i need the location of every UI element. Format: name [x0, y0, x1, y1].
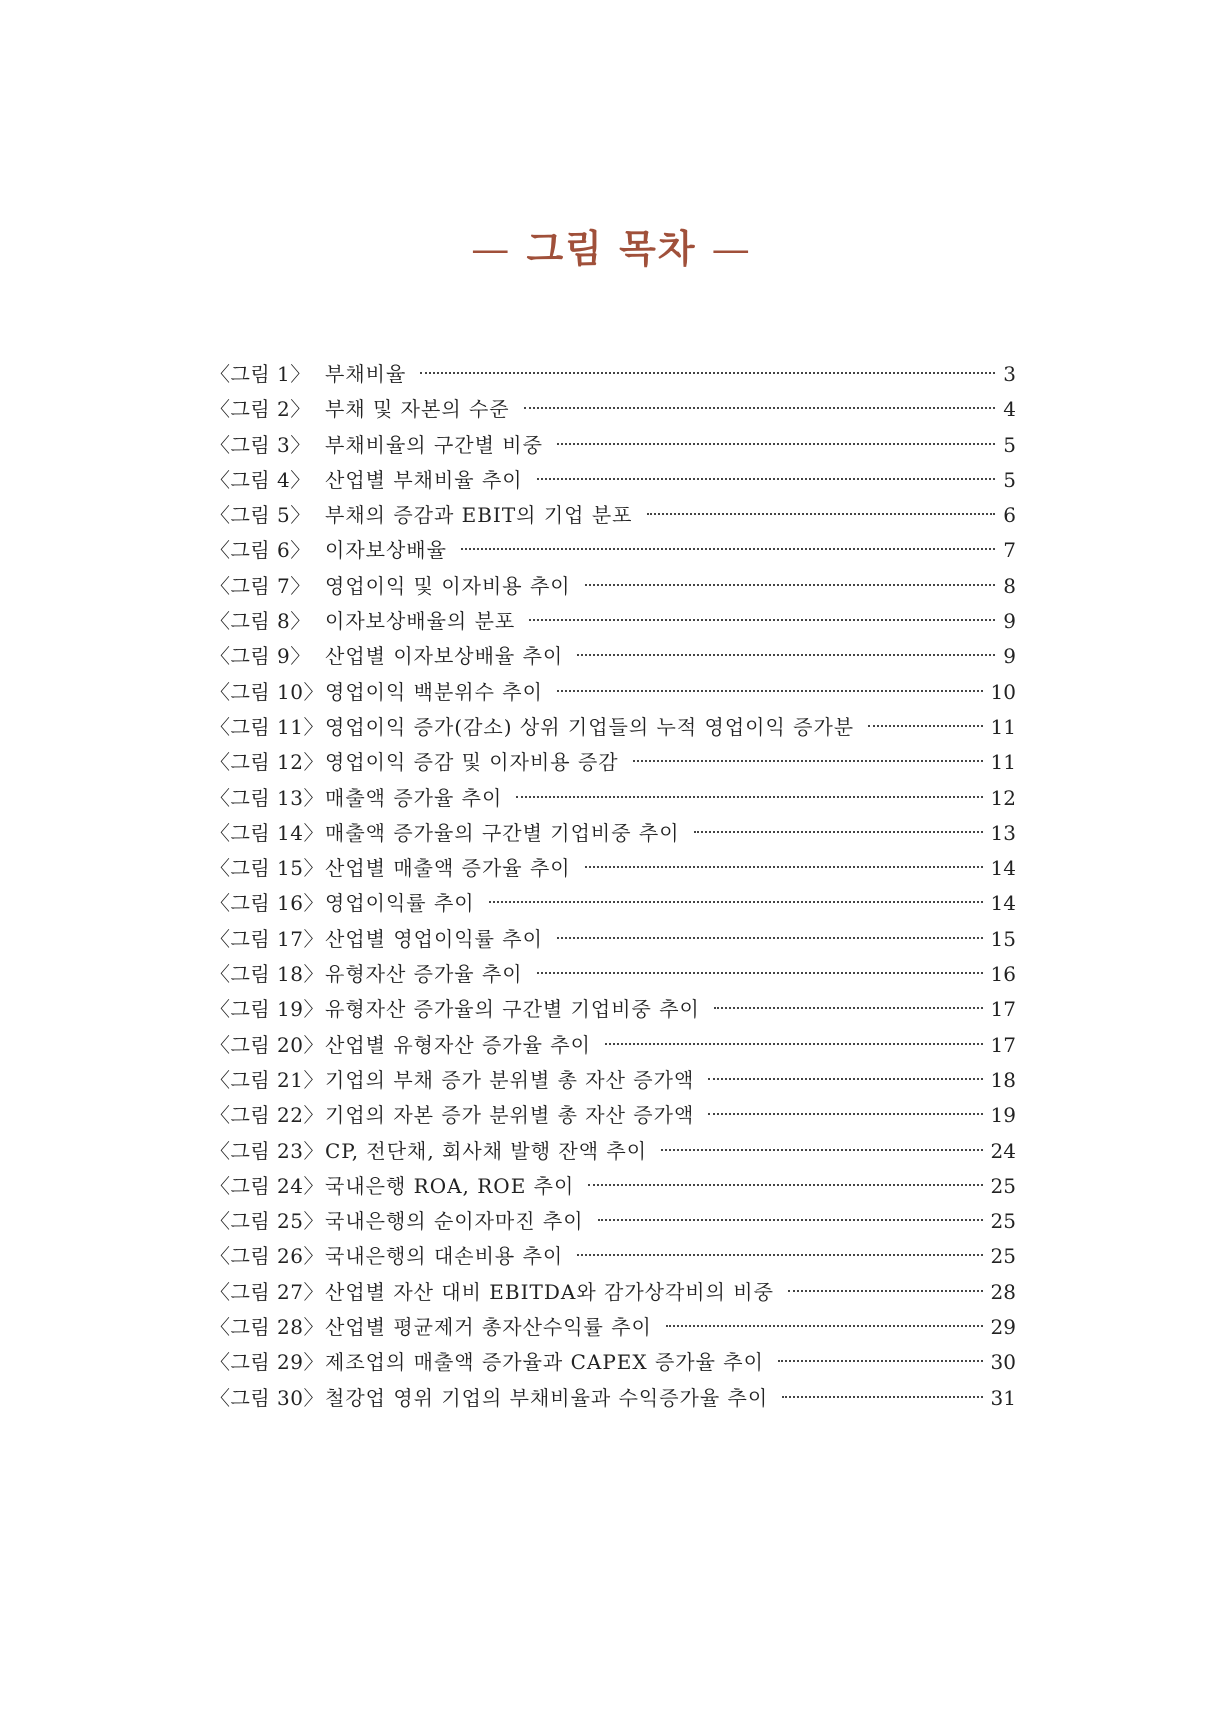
dot-leader — [524, 407, 996, 409]
figure-title: 기업의 자본 증가 분위별 총 자산 증가액 — [325, 1103, 695, 1128]
figure-title: 영업이익 및 이자비용 추이 — [325, 573, 571, 598]
figure-label: 〈그림 8〉 — [210, 609, 311, 634]
title-text: 그림 목차 — [526, 226, 697, 271]
page-number: 13 — [990, 820, 1016, 845]
figure-label: 〈그림 24〉 — [210, 1173, 324, 1198]
figure-title: 국내은행 ROA, ROE 추이 — [325, 1173, 575, 1198]
dot-leader — [557, 443, 995, 445]
figure-label: 〈그림 10〉 — [210, 679, 324, 704]
toc-entry[interactable] — [210, 357, 1016, 392]
toc-entry[interactable] — [210, 851, 1016, 886]
figure-title: 영업이익률 추이 — [325, 891, 475, 916]
page-number: 9 — [1003, 644, 1016, 669]
toc-entry[interactable] — [210, 886, 1016, 921]
page-number: 9 — [1003, 609, 1016, 634]
toc-entry[interactable] — [210, 1028, 1016, 1063]
toc-entry[interactable] — [210, 604, 1016, 639]
figure-title: 부채비율의 구간별 비중 — [325, 432, 543, 457]
toc-entry[interactable] — [210, 1239, 1016, 1274]
figure-title: 부채비율 — [325, 362, 407, 386]
dot-leader — [557, 937, 983, 939]
figure-label: 〈그림 2〉 — [210, 397, 311, 422]
toc-entry[interactable] — [210, 992, 1016, 1027]
page-number: 19 — [990, 1103, 1016, 1128]
figure-title: 국내은행의 대손비용 추이 — [325, 1244, 564, 1269]
page-number: 5 — [1003, 467, 1016, 492]
figure-title: 유형자산 증가율 추이 — [325, 962, 523, 987]
dot-leader — [661, 1149, 982, 1151]
figure-title: 기업의 부채 증가 분위별 총 자산 증가액 — [325, 1067, 695, 1092]
dot-leader — [537, 972, 983, 974]
page-number: 17 — [990, 997, 1016, 1022]
figure-title: 산업별 매출액 증가율 추이 — [325, 856, 571, 881]
toc-entry[interactable] — [210, 710, 1016, 745]
page-number: 25 — [990, 1173, 1016, 1198]
dot-leader — [666, 1325, 983, 1327]
page-number: 11 — [990, 750, 1016, 775]
title-dash-right: — — [711, 227, 752, 271]
toc-entry[interactable] — [210, 816, 1016, 851]
figure-label: 〈그림 13〉 — [210, 785, 324, 810]
dot-leader — [557, 690, 983, 692]
page-number: 15 — [990, 926, 1016, 951]
figure-label: 〈그림 30〉 — [210, 1385, 324, 1410]
page-number: 31 — [990, 1385, 1016, 1410]
figure-title: 산업별 평균제거 총자산수익률 추이 — [325, 1315, 652, 1340]
figure-title: 철강업 영위 기업의 부채비율과 수익증가율 추이 — [325, 1385, 769, 1410]
dot-leader — [585, 866, 983, 868]
dot-leader — [708, 1113, 982, 1115]
figure-label: 〈그림 25〉 — [210, 1209, 324, 1234]
figure-label: 〈그림 3〉 — [210, 432, 311, 457]
dot-leader — [577, 1254, 982, 1256]
page-number: 14 — [990, 891, 1016, 916]
page-number: 18 — [990, 1067, 1016, 1092]
figure-title: 영업이익 백분위수 추이 — [325, 679, 543, 704]
dot-leader — [588, 1184, 982, 1186]
dot-leader — [529, 619, 995, 621]
page-number: 10 — [990, 679, 1016, 704]
dot-leader — [782, 1396, 982, 1398]
toc-entry[interactable] — [210, 1098, 1016, 1133]
figure-title: 부채의 증감과 EBIT의 기업 분포 — [325, 503, 633, 528]
page-number: 8 — [1003, 573, 1016, 598]
figure-title: 매출액 증가율 추이 — [325, 785, 503, 810]
page-number: 17 — [990, 1032, 1016, 1057]
figure-title: 영업이익 증가(감소) 상위 기업들의 누적 영업이익 증가분 — [325, 714, 855, 739]
toc-entry[interactable] — [210, 1169, 1016, 1204]
page-number: 12 — [990, 785, 1016, 810]
page-number: 29 — [990, 1315, 1016, 1340]
dot-leader — [577, 654, 995, 656]
page-number: 11 — [990, 714, 1016, 739]
page-number: 3 — [1003, 362, 1016, 386]
dot-leader — [788, 1290, 983, 1292]
title-dash-left: — — [471, 227, 512, 271]
figure-label: 〈그림 4〉 — [210, 467, 311, 492]
toc-entry[interactable] — [210, 463, 1016, 498]
page-number: 30 — [990, 1350, 1016, 1375]
figure-label: 〈그림 29〉 — [210, 1350, 324, 1375]
figure-title: 산업별 자산 대비 EBITDA와 감가상각비의 비중 — [325, 1279, 774, 1304]
figure-title: 이자보상배율 — [325, 538, 447, 563]
page-number: 5 — [1003, 432, 1016, 457]
dot-leader — [420, 372, 995, 374]
toc-entry[interactable] — [210, 392, 1016, 427]
dot-leader — [708, 1078, 982, 1080]
figure-label: 〈그림 14〉 — [210, 820, 324, 845]
figure-title: 국내은행의 순이자마진 추이 — [325, 1209, 584, 1234]
toc-entry[interactable] — [210, 1310, 1016, 1345]
toc-entry[interactable] — [210, 1381, 1016, 1416]
figure-title: 산업별 영업이익률 추이 — [325, 926, 543, 951]
toc-entry[interactable] — [210, 1204, 1016, 1239]
page-number: 24 — [990, 1138, 1016, 1163]
page-number: 4 — [1003, 397, 1016, 422]
toc-entry[interactable] — [210, 781, 1016, 816]
figure-title: CP, 전단채, 회사채 발행 잔액 추이 — [325, 1138, 648, 1163]
dot-leader — [714, 1007, 983, 1009]
page-number: 6 — [1003, 503, 1016, 528]
toc-entry[interactable] — [210, 675, 1016, 710]
toc-entry[interactable] — [210, 1275, 1016, 1310]
dot-leader — [585, 584, 996, 586]
page-number: 16 — [990, 962, 1016, 987]
dot-leader — [516, 796, 982, 798]
figure-title: 영업이익 증감 및 이자비용 증감 — [325, 750, 619, 775]
figure-label: 〈그림 26〉 — [210, 1244, 324, 1269]
figure-title: 제조업의 매출액 증가율과 CAPEX 증가율 추이 — [325, 1350, 764, 1375]
page-number: 7 — [1003, 538, 1016, 563]
figure-label: 〈그림 7〉 — [210, 573, 311, 598]
figure-label: 〈그림 21〉 — [210, 1067, 324, 1092]
figure-label: 〈그림 20〉 — [210, 1032, 324, 1057]
toc-entry[interactable] — [210, 428, 1016, 463]
figure-title: 산업별 이자보상배율 추이 — [325, 644, 564, 669]
page-number: 25 — [990, 1209, 1016, 1234]
page-number: 25 — [990, 1244, 1016, 1269]
figure-label: 〈그림 1〉 — [210, 362, 311, 386]
page-title — [0, 218, 1223, 273]
figure-label: 〈그림 9〉 — [210, 644, 311, 669]
figure-title: 이자보상배율의 분포 — [325, 609, 516, 634]
page-number: 14 — [990, 856, 1016, 881]
toc-entry[interactable] — [210, 1063, 1016, 1098]
figure-title: 산업별 유형자산 증가율 추이 — [325, 1032, 591, 1057]
figure-label: 〈그림 17〉 — [210, 926, 324, 951]
dot-leader — [605, 1043, 983, 1045]
dot-leader — [694, 831, 983, 833]
figure-label: 〈그림 6〉 — [210, 538, 311, 563]
figure-label: 〈그림 11〉 — [210, 714, 324, 739]
figure-label: 〈그림 23〉 — [210, 1138, 324, 1163]
figure-title: 매출액 증가율의 구간별 기업비중 추이 — [325, 820, 680, 845]
figure-title: 유형자산 증가율의 구간별 기업비중 추이 — [325, 997, 700, 1022]
toc-entry[interactable] — [210, 533, 1016, 568]
figure-label: 〈그림 12〉 — [210, 750, 324, 775]
figure-label: 〈그림 27〉 — [210, 1279, 324, 1304]
dot-leader — [598, 1219, 983, 1221]
toc-entry[interactable] — [210, 922, 1016, 957]
figure-label: 〈그림 5〉 — [210, 503, 311, 528]
toc-entry[interactable] — [210, 957, 1016, 992]
figure-label: 〈그림 28〉 — [210, 1315, 324, 1340]
dot-leader — [647, 513, 996, 515]
figure-label: 〈그림 19〉 — [210, 997, 324, 1022]
toc-entry[interactable] — [210, 498, 1016, 533]
toc-entry[interactable] — [210, 745, 1016, 780]
figure-label: 〈그림 22〉 — [210, 1103, 324, 1128]
dot-leader — [537, 478, 996, 480]
toc-entry[interactable] — [210, 569, 1016, 604]
figure-label: 〈그림 18〉 — [210, 962, 324, 987]
figure-title: 산업별 부채비율 추이 — [325, 467, 523, 492]
figure-table-of-contents — [210, 357, 1016, 1416]
dot-leader — [633, 760, 983, 762]
dot-leader — [868, 725, 982, 727]
dot-leader — [461, 548, 995, 550]
toc-entry[interactable] — [210, 639, 1016, 674]
toc-entry[interactable] — [210, 1134, 1016, 1169]
page-number: 28 — [990, 1279, 1016, 1304]
toc-entry[interactable] — [210, 1345, 1016, 1380]
dot-leader — [778, 1360, 983, 1362]
figure-label: 〈그림 15〉 — [210, 856, 324, 881]
dot-leader — [489, 901, 983, 903]
figure-label: 〈그림 16〉 — [210, 891, 324, 916]
figure-title: 부채 및 자본의 수준 — [325, 397, 510, 422]
